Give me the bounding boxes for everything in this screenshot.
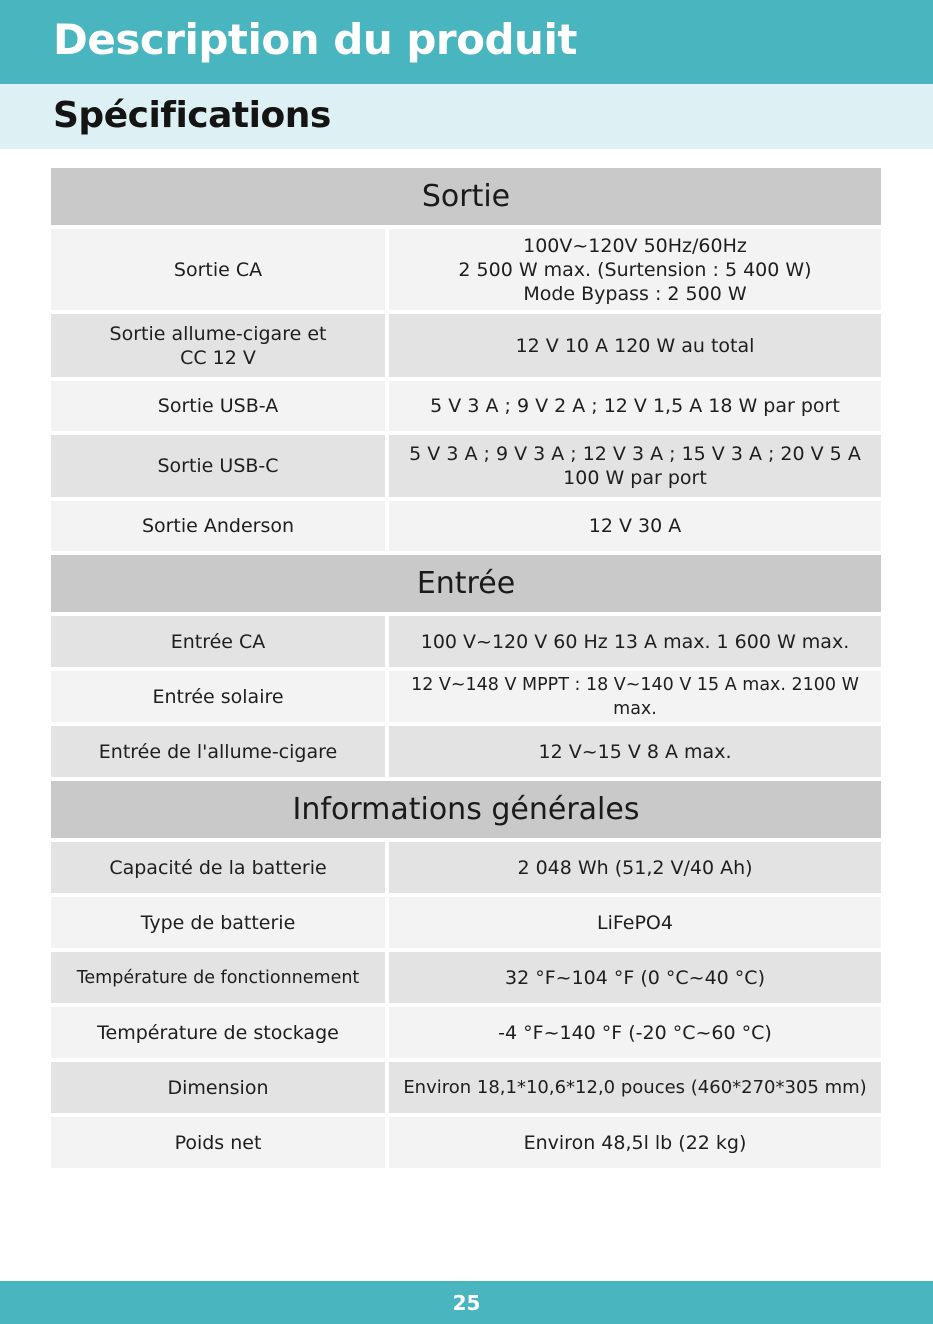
row-label: Température de stockage bbox=[51, 1007, 385, 1058]
row-value: 5 V 3 A ; 9 V 3 A ; 12 V 3 A ; 15 V 3 A ; 20 V 5 A 100 W par port bbox=[389, 435, 881, 497]
row-value: 5 V 3 A ; 9 V 2 A ; 12 V 1,5 A 18 W par port bbox=[389, 381, 881, 431]
table-row bbox=[51, 726, 881, 777]
table-row bbox=[51, 842, 881, 893]
table-row bbox=[51, 501, 881, 551]
row-label: Type de batterie bbox=[51, 897, 385, 948]
table-row bbox=[51, 435, 881, 497]
row-value: 100V~120V 50Hz/60Hz 2 500 W max. (Surtension : 5 400 W) Mode Bypass : 2 500 W bbox=[389, 229, 881, 310]
row-label: Sortie CA bbox=[51, 229, 385, 310]
footer-bar bbox=[0, 1281, 933, 1324]
row-label: Sortie Anderson bbox=[51, 501, 385, 551]
page-title: Description du produit bbox=[53, 15, 577, 64]
table-row bbox=[51, 1007, 881, 1058]
row-value: 100 V~120 V 60 Hz 13 A max. 1 600 W max. bbox=[389, 616, 881, 667]
row-label: Capacité de la batterie bbox=[51, 842, 385, 893]
row-label: Dimension bbox=[51, 1062, 385, 1113]
section-title: Spécifications bbox=[53, 95, 331, 136]
table-row bbox=[51, 381, 881, 431]
row-value: 12 V 10 A 120 W au total bbox=[389, 314, 881, 377]
section-header-informations: Informations générales bbox=[51, 781, 881, 838]
row-value: 12 V~148 V MPPT : 18 V~140 V 15 A max. 2100 W max. bbox=[389, 671, 881, 722]
row-value: LiFePO4 bbox=[389, 897, 881, 948]
sub-banner bbox=[0, 84, 933, 149]
row-label: Entrée de l'allume-cigare bbox=[51, 726, 385, 777]
row-value: 12 V 30 A bbox=[389, 501, 881, 551]
section-header-entree: Entrée bbox=[51, 555, 881, 612]
page-number: 25 bbox=[452, 1290, 481, 1315]
row-label: Entrée solaire bbox=[51, 671, 385, 722]
row-label: Poids net bbox=[51, 1117, 385, 1168]
spec-table bbox=[51, 168, 881, 1172]
table-row bbox=[51, 616, 881, 667]
top-banner bbox=[0, 0, 933, 84]
table-row bbox=[51, 314, 881, 377]
row-label: Sortie USB-A bbox=[51, 381, 385, 431]
table-row bbox=[51, 671, 881, 722]
table-row bbox=[51, 897, 881, 948]
row-value: Environ 18,1*10,6*12,0 pouces (460*270*305 mm) bbox=[389, 1062, 881, 1113]
row-label: Température de fonctionnement bbox=[51, 952, 385, 1003]
section-header-sortie: Sortie bbox=[51, 168, 881, 225]
row-value: Environ 48,5l lb (22 kg) bbox=[389, 1117, 881, 1168]
row-value: -4 °F~140 °F (-20 °C~60 °C) bbox=[389, 1007, 881, 1058]
table-row bbox=[51, 1062, 881, 1113]
row-label: Sortie allume-cigare et CC 12 V bbox=[51, 314, 385, 377]
row-label: Entrée CA bbox=[51, 616, 385, 667]
row-value: 12 V~15 V 8 A max. bbox=[389, 726, 881, 777]
row-label: Sortie USB-C bbox=[51, 435, 385, 497]
table-row bbox=[51, 952, 881, 1003]
row-value: 32 °F~104 °F (0 °C~40 °C) bbox=[389, 952, 881, 1003]
table-row bbox=[51, 229, 881, 310]
row-value: 2 048 Wh (51,2 V/40 Ah) bbox=[389, 842, 881, 893]
table-row bbox=[51, 1117, 881, 1168]
